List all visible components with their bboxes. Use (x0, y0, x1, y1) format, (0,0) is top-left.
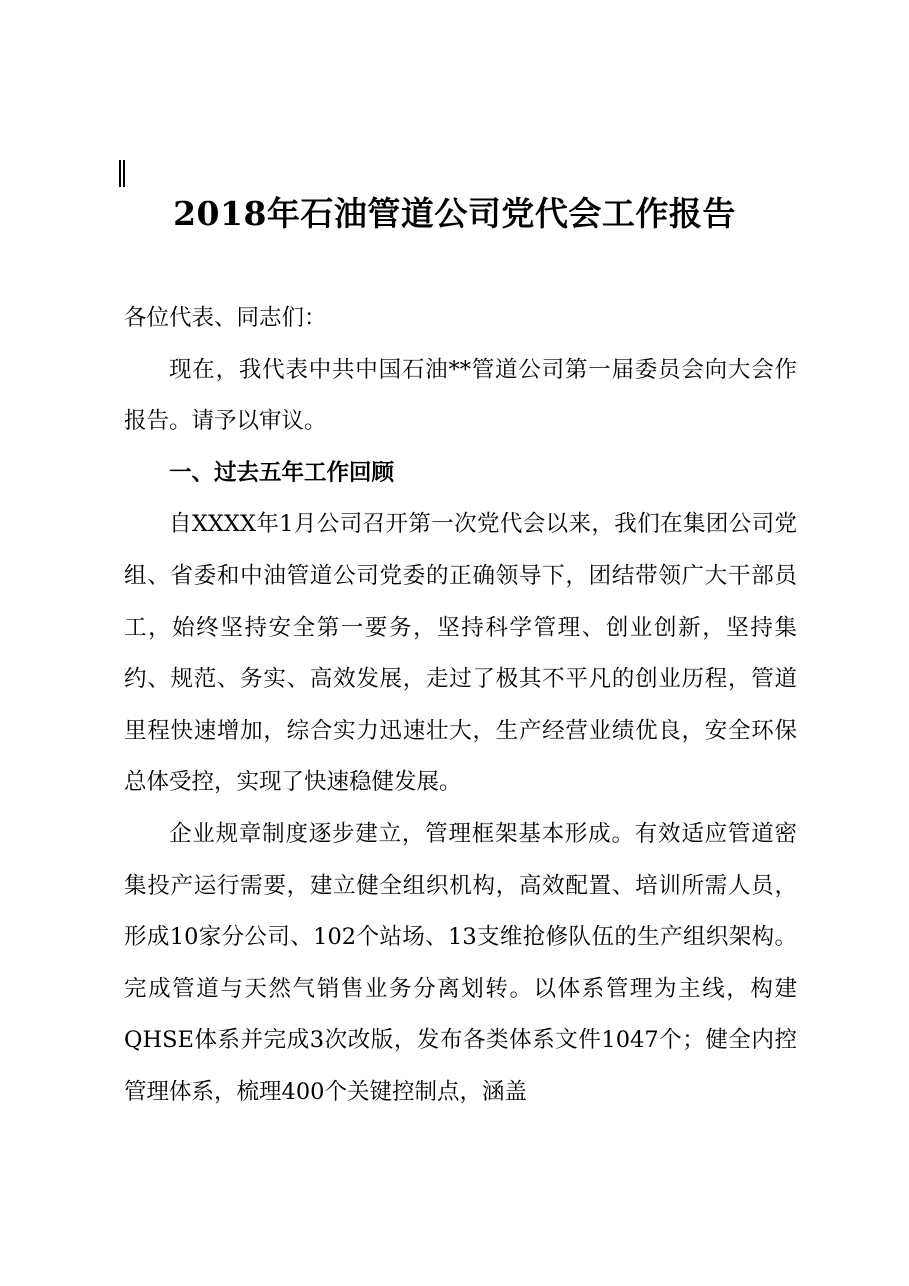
bracket-marker-icon (119, 160, 125, 187)
document-title: 2018年石油管道公司党代会工作报告 (173, 194, 736, 233)
paragraph-intro: 现在，我代表中共中国石油**管道公司第一届委员会向大会作报告。请予以审议。 (124, 356, 797, 435)
paragraph-management: 企业规章制度逐步建立，管理框架基本形成。有效适应管道密集投产运行需要，建立健全组织机构，高效配置、培训所需人员，形成10家分公司、102个站场、13支维抢修队伍的生产组织架构。完成管道与天然气销售业务分离划转。以体系管理为主线，构建QHSE体系并完成3次改版，发布各类体系文件1047个；健全内控管理体系，梳理400个关键控制点，涵盖 (124, 820, 797, 1105)
section-heading: 一、过去五年工作回顾 (169, 459, 395, 486)
document-body (124, 293, 797, 1119)
paragraph-review: 自XXXX年1月公司召开第一次党代会以来，我们在集团公司党组、省委和中油管道公司党委的正确领导下，团结带领广大干部员工，始终坚持安全第一要务，坚持科学管理、创业创新，坚持集约、规范、务实、高效发展，走过了极其不平凡的创业历程，管道里程快速增加，综合实力迅速壮大，生产经营业绩优良，安全环保总体受控，实现了快速稳健发展。 (124, 511, 797, 796)
salutation: 各位代表、同志们： (124, 305, 327, 331)
